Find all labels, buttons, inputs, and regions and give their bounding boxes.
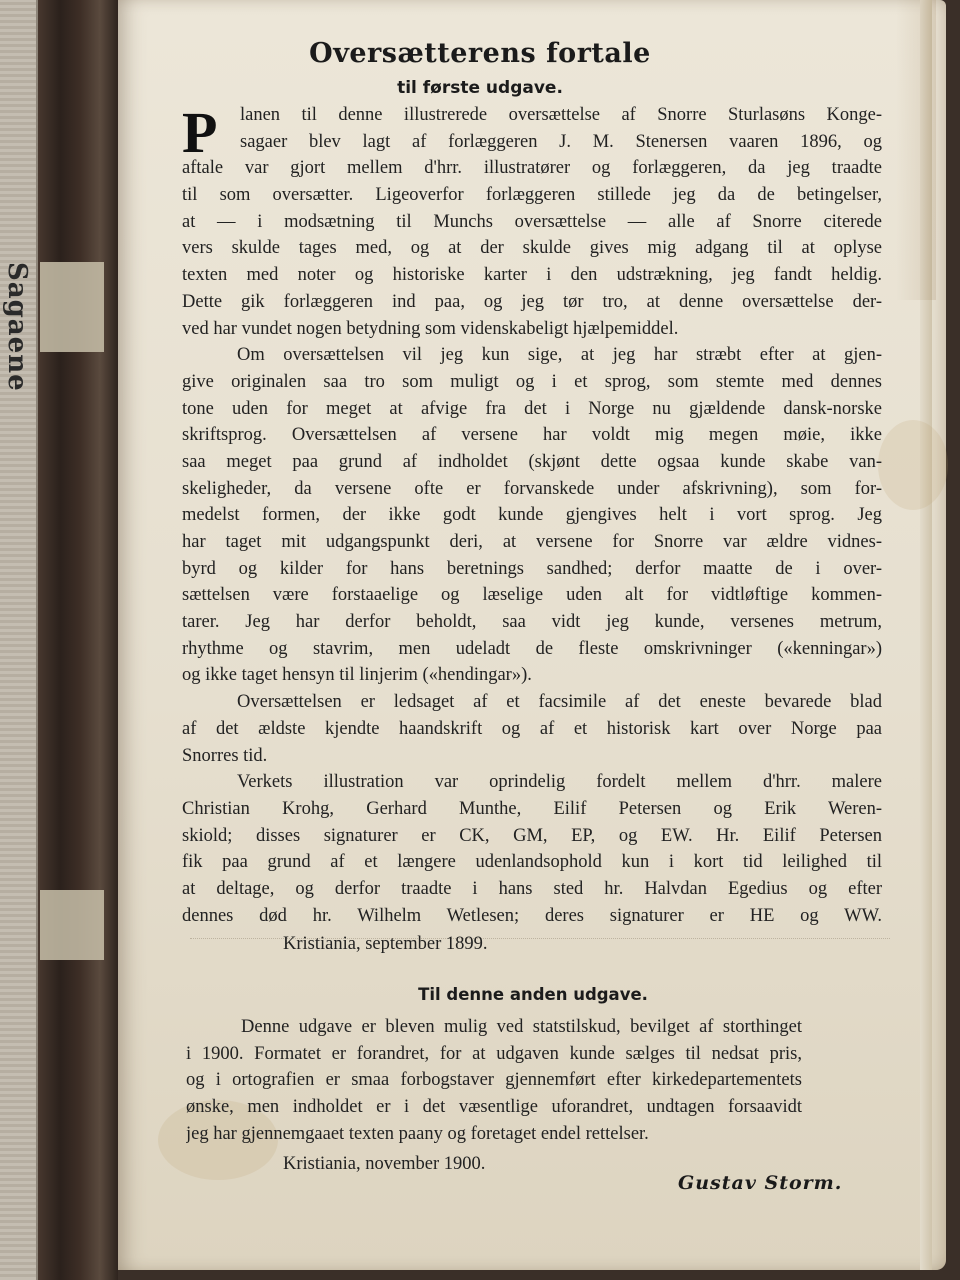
text-line: lanen til denne illustrerede oversættelse af Snorre Sturlasøns Konge-	[240, 105, 882, 125]
text-line: Christian Krohg, Gerhard Munthe, Eilif Petersen og Erik Weren-	[182, 798, 882, 819]
text-line: skeligheder, da versene ofte er forvanskede under afskrivning), som for-	[182, 478, 882, 499]
text-line: sagaer blev lagt af forlæggeren J. M. Stenersen vaaren 1896, og	[240, 131, 882, 152]
text-line: fik paa grund af et længere udenlandsophold kun i kort tid leilighed til	[182, 852, 882, 873]
page-title: Oversætterens fortale	[309, 38, 651, 69]
text-line: Snorres tid.	[182, 745, 268, 766]
text-line: Verkets illustration var oprindelig fordelt mellem d'hrr. malere	[237, 772, 882, 793]
text-line: til som oversætter. Ligeoverfor forlæggeren stillede jeg da de betingelser,	[182, 185, 882, 206]
text-line: tarer. Jeg har derfor beholdt, saa vidt jeg kunde, versenes metrum,	[182, 612, 882, 633]
text-line: skriftsprog. Oversættelsen af versene har voldt mig megen møie, ikke	[182, 425, 882, 446]
spine-cover	[0, 0, 38, 1280]
text-line: og i ortografien er smaa forbogstaver gjennemført efter kirkedepartementets	[186, 1070, 802, 1091]
binding-tape	[40, 890, 104, 960]
text-line: dennes død hr. Wilhelm Wetlesen; deres signaturer er HE og WW.	[182, 905, 882, 926]
page-subtitle: til første udgave.	[397, 78, 563, 98]
text-line: har taget mit udgangspunkt deri, at versene for Snorre var ældre vidnes-	[182, 532, 882, 552]
binding-tape	[40, 262, 104, 352]
place-date-first: Kristiania, september 1899.	[283, 934, 488, 954]
place-date-second: Kristiania, november 1900.	[283, 1154, 486, 1174]
text-line: aftale var gjort mellem d'hrr. illustratører og forlæggeren, da jeg traadte	[182, 158, 882, 179]
text-line: give originalen saa tro som muligt og i et sprog, som stemte med dennes	[182, 371, 882, 392]
text-line: ønske, men indholdet er i det væsentlige uforandret, undtagen forsaavidt	[186, 1097, 802, 1118]
text-line: i 1900. Formatet er forandret, for at udgaven kunde sælges til nedsat pris,	[186, 1043, 802, 1064]
text-line: at — i modsætning til Munchs oversættelse — alle af Snorre citerede	[182, 211, 882, 232]
text-line: at deltage, og derfor traadte i hans sted hr. Halvdan Egedius og efter	[182, 878, 882, 899]
text-line: Om oversættelsen vil jeg kun sige, at jeg har stræbt efter at gjen-	[237, 345, 882, 366]
text-line: Denne udgave er bleven mulig ved statstilskud, bevilget af storthinget	[241, 1017, 802, 1037]
text-line: jeg har gjennemgaaet texten paany og foretaget endel rettelser.	[186, 1123, 649, 1144]
text-line: saa meget paa grund af indholdet (skjønt dette ogsaa kunde skabe van-	[182, 451, 882, 472]
text-line: texten med noter og historiske karter i den udstrækning, jeg fandt heldig.	[182, 265, 882, 286]
text-line: Oversættelsen er ledsaget af et facsimile af det eneste bevarede blad	[237, 692, 882, 713]
text-line: Dette gik forlæggeren ind paa, og jeg tør tro, at denne oversættelse der-	[182, 291, 882, 312]
preface-first-body	[182, 102, 882, 929]
drop-cap: P	[182, 100, 218, 165]
text-line: af det ældste kjendte haandskrift og af et historisk kart over Norge paa	[182, 718, 882, 739]
text-line: ved har vundet nogen betydning som videnskabeligt hjælpemiddel.	[182, 318, 679, 339]
text-line: medelst formen, der ikke godt kunde gjengives helt i vort sprog. Jeg	[182, 505, 882, 526]
section-heading-second: Til denne anden udgave.	[418, 985, 648, 1004]
text-line: rhythme og stavrim, men udeladt de fleste omskrivninger («kenningar»)	[182, 638, 882, 659]
text-line: tone uden for meget at afvige fra det i Norge nu gjældende dansk-norske	[182, 398, 882, 419]
text-line: og ikke taget hensyn til linjerim («hendingar»).	[182, 665, 532, 686]
text-line: skiold; disses signaturer er CK, GM, EP, og EW. Hr. Eilif Petersen	[182, 825, 882, 846]
text-line: vers skulde tages med, og at der skulde gives mig adgang til at oplyse	[182, 238, 882, 259]
book-spine	[0, 0, 118, 1280]
page-stain	[878, 420, 948, 510]
spine-title: Sagaene	[2, 262, 32, 392]
author-signature: Gustav Storm.	[678, 1172, 843, 1194]
text-line: byrd og kilder for hans beretnings sandhed; derfor maatte de i over-	[182, 558, 882, 579]
text-line: sættelsen være forstaaelige og læselige uden alt for vidtløftige kommen-	[182, 585, 882, 606]
preface-second-body	[186, 1014, 802, 1147]
